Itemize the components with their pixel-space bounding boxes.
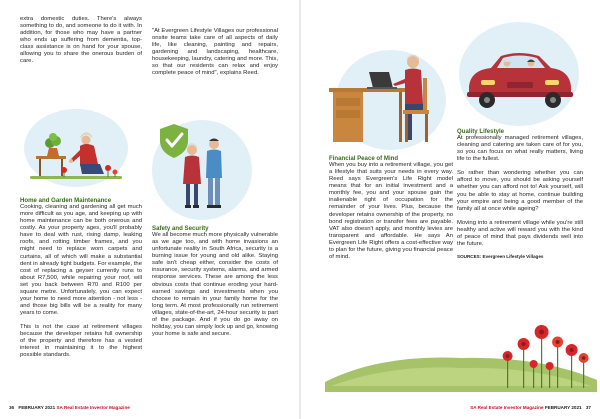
safety-security-paragraph: We all become much more physically vulnerable as we age too, and with home invasions an unfortunate reality in South Africa, security is a burning issue for young and old alike. Staying safe isn't cheap either, consider the costs of insurance, security systems, alarms, and armed response services. These are among the less obvious costs that continue eroding your hard-earned savings and investments when you choose to remain in your family home for the long term. At most professionally run retirement villages, state-of-the-art, 24-hour security is part of the package. And if you do go away on holiday, you can simply lock up and go, knowing your home is safe and secure. — [152, 232, 278, 337]
sources-credit: SOURCES: Evergreen Lifestyle Villages — [457, 253, 544, 259]
car-illustration — [457, 22, 581, 126]
home-maintenance-section — [20, 197, 142, 359]
page-number: 37 — [585, 405, 591, 410]
home-maintenance-paragraph: Cooking, cleaning and gardening all get much more difficult as you age, and keeping up with home maintenance can be both onerous and costly. As your property ages, you'll probably have to deal with rust, rising damp, leaking roofs, and rotting timber frames, and you might need to replace worn carpets and curtains, all of which will make a substantial dent in already tight budgets. For example, the cost of replacing a geyser currently runs to about R7,500, while repairing your roof, will set you back between R70 and R100 per square metre. Unfortunately, you can expect your home to need more attention - not less - and those big bills will be a reality for many years to come. — [20, 204, 142, 316]
quality-lifestyle-paragraph: At professionally managed retirement villages, cleaning and catering are taken care of for you, so you can focus on what really matters, living life to the fullest. — [457, 135, 583, 163]
right-page — [301, 0, 600, 419]
moving-paragraph: Moving into a retirement village while you're still healthy and active will reward you with the kind of peace of mind that pays dividends well into the future. — [457, 219, 583, 247]
safety-security-section — [152, 225, 278, 338]
safety-security-heading: Safety and Security — [152, 225, 209, 232]
issue-month: FEBRUARY 2021 — [18, 405, 56, 410]
financial-peace-heading: Financial Peace of Mind — [329, 155, 399, 162]
right-page-footer — [470, 405, 594, 410]
quality-lifestyle-heading: Quality Lifestyle — [457, 128, 505, 135]
home-maintenance-heading: Home and Garden Maintenance — [20, 197, 112, 204]
left-page — [0, 0, 299, 419]
magazine-name: SA Real Estate Investor Magazine — [470, 405, 544, 410]
intro-paragraph: extra domestic duties. There's always something to do, and someone to do it with. In addition, for those who may have a partner who ends up suffering from dementia, top-class assistance is on hand for your spouse, allowing you to share the onerous burden of care. — [20, 16, 142, 65]
page-number: 36 — [9, 405, 15, 410]
gardening-illustration — [20, 108, 128, 188]
afford-paragraph: So rather than wondering whether you can afford to move, you should be asking yourself whether you can afford not to! Ask yourself, will you be able to stay at home, continue building your empire and being a good member of the family all at once while ageing? — [457, 170, 583, 212]
not-the-case-paragraph: This is not the case at retirement villages because the developer retains full ownership of the property and therefore has a vested interest in maintaining it to the highest possible standards. — [20, 323, 142, 359]
left-page-footer — [6, 405, 130, 410]
evergreen-quote-paragraph: "At Evergreen Lifestyle Villages our professional onsite teams take care of all aspects of daily life, like cleaning, painting and repairs, gardening and landscaping, healthcare, housekeeping, laundry, catering and more. This, so that our residents can relax and enjoy complete peace of mind", explains Reed. — [152, 28, 278, 77]
left-column-2 — [152, 28, 278, 77]
left-column-1 — [20, 16, 142, 65]
laptop-desk-illustration — [327, 48, 447, 152]
grass-flowers-illustration — [321, 322, 600, 402]
financial-peace-paragraph: When you buy into a retirement village, you get a lifestyle that suits your needs in every way. Reed says Evergreen's Life Right model means that for an initial investment and a monthly fee, you and your spouse gain the inalienable right of occupation for the remainder of your lives. Plus, because the developer retains ownership of the property, no bond registration or transfer fees are payable. VAT also doesn't apply, and monthly levies are transparent and affordable. He says An Evergreen Life Right offers a cost-effective way to plan for the future, giving you financial peace of mind. — [329, 162, 453, 260]
right-column-1 — [329, 155, 453, 261]
magazine-name: SA Real Estate Investor Magazine — [56, 405, 130, 410]
issue-month: FEBRUARY 2021 — [544, 405, 582, 410]
right-column-2 — [457, 128, 583, 260]
security-illustration — [152, 116, 252, 220]
